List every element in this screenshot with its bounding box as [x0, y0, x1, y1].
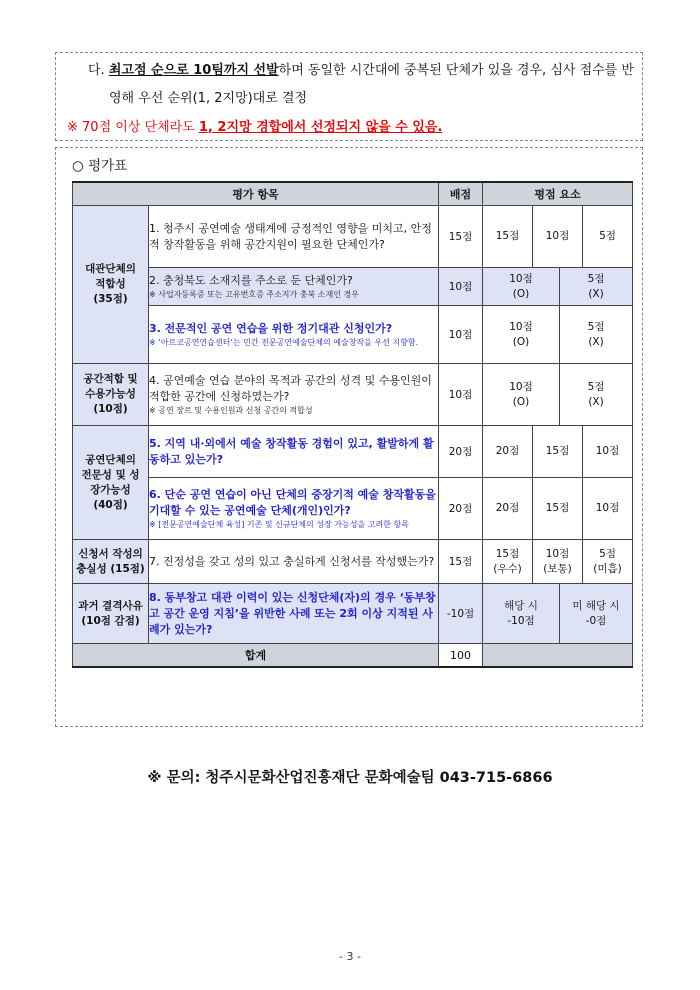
row-6-score-b: 15점	[533, 478, 583, 540]
row-1-score-b: 10점	[533, 206, 583, 268]
row-5-score-b: 15점	[533, 426, 583, 478]
row-6-points: 20점	[439, 478, 483, 540]
category-3: 공연단체의 전문성 및 성장가능성 (40점)	[73, 426, 149, 540]
evaluation-table	[72, 181, 633, 668]
total-row	[73, 644, 633, 668]
evaluation-box	[55, 147, 643, 727]
row-4-score-no: 5점 (X)	[560, 364, 633, 426]
row-1-item: 1. 청주시 공연예술 생태계에 긍정적인 영향을 미치고, 안정적 창작활동을 위해 공간지원이 필요한 단체인가?	[149, 206, 439, 268]
notice-line-2: 영해 우선 순위(1, 2지망)대로 결정	[109, 91, 308, 106]
total-value: 100	[439, 644, 483, 668]
table-row	[73, 306, 633, 364]
category-5: 과거 결격사유 (10점 감점)	[73, 584, 149, 644]
row-8-applicable: 해당 시 -10점	[483, 584, 560, 644]
table-row	[73, 540, 633, 584]
row-7-score-a: 15점 (우수)	[483, 540, 533, 584]
row-1-points: 15점	[439, 206, 483, 268]
category-4: 신청서 작성의 충실성 (15점)	[73, 540, 149, 584]
row-5-item: 5. 지역 내·외에서 예술 창작활동 경험이 있고, 활발하게 활동하고 있는가?	[149, 426, 439, 478]
row-3-score-yes: 10점 (O)	[483, 306, 560, 364]
row-6-item: 6. 단순 공연 연습이 아닌 단체의 중장기적 예술 창작활동을 기대할 수 있는 공연예술 단체(개인)인가? ※ [전문공연예술단체 육성] 기존 및 신규단체의 성장 가능성을 고려한 항목	[149, 478, 439, 540]
row-2-item: 2. 충청북도 소재지를 주소로 둔 단체인가? ※ 사업자등록증 또는 고유번호증 주소지가 충북 소재인 경우	[149, 268, 439, 306]
category-1: 대관단체의 적합성 (35점)	[73, 206, 149, 364]
notice-line-1: 다. 최고점 순으로 10팀까지 선발하며 동일한 시간대에 중복된 단체가 있을 경우, 심사 점수를 반	[88, 63, 634, 78]
table-row	[73, 364, 633, 426]
row-3-points: 10점	[439, 306, 483, 364]
table-row	[73, 268, 633, 306]
row-5-points: 20점	[439, 426, 483, 478]
row-8-item: 8. 동부창고 대관 이력이 있는 신청단체(자)의 경우 ‘동부창고 공간 운영 지침’을 위반한 사례 또는 2회 이상 지적된 사례가 있는가?	[149, 584, 439, 644]
header-criteria: 평점 요소	[483, 182, 633, 206]
row-7-score-b: 10점 (보통)	[533, 540, 583, 584]
row-8-points: -10점	[439, 584, 483, 644]
table-row	[73, 206, 633, 268]
table-row	[73, 584, 633, 644]
row-4-score-yes: 10점 (O)	[483, 364, 560, 426]
total-empty	[483, 644, 633, 668]
row-5-score-a: 20점	[483, 426, 533, 478]
header-item: 평가 항목	[73, 182, 439, 206]
row-6-score-c: 10점	[583, 478, 633, 540]
table-row	[73, 426, 633, 478]
row-1-score-c: 5점	[583, 206, 633, 268]
total-label: 합계	[73, 644, 439, 668]
page-number: - 3 -	[339, 950, 361, 963]
row-8-not-applicable: 미 해당 시 -0점	[560, 584, 633, 644]
notice-warning: ※ 70점 이상 단체라도 1, 2지망 경합에서 선정되지 않을 수 있음.	[67, 120, 443, 135]
table-row	[73, 478, 633, 540]
row-1-score-a: 15점	[483, 206, 533, 268]
row-7-score-c: 5점 (미흡)	[583, 540, 633, 584]
row-7-points: 15점	[439, 540, 483, 584]
row-6-score-a: 20점	[483, 478, 533, 540]
header-points: 배점	[439, 182, 483, 206]
notice-highlight: 최고점 순으로 10팀까지 선발	[108, 63, 279, 78]
row-4-points: 10점	[439, 364, 483, 426]
row-2-score-no: 5점 (X)	[560, 268, 633, 306]
row-2-score-yes: 10점 (O)	[483, 268, 560, 306]
row-3-item: 3. 전문적인 공연 연습을 위한 정기대관 신청인가? ※ ‘아르코공연연습센터’는 민간 전문공연예술단체의 예술창작을 우선 지향함.	[149, 306, 439, 364]
row-2-points: 10점	[439, 268, 483, 306]
evaluation-title: ○ 평가표	[72, 158, 128, 174]
row-5-score-c: 10점	[583, 426, 633, 478]
category-2: 공간적합 및 수용가능성 (10점)	[73, 364, 149, 426]
row-3-score-no: 5점 (X)	[560, 306, 633, 364]
table-header-row	[73, 182, 633, 206]
row-4-item: 4. 공연예술 연습 분야의 목적과 공간의 성격 및 수용인원이 적합한 공간에 신청하였는가? ※ 공연 장르 및 수용인원과 신청 공간의 적합성	[149, 364, 439, 426]
contact-info: ※ 문의: 청주시문화산업진흥재단 문화예술팀 043-715-6866	[147, 770, 553, 786]
row-7-item: 7. 진정성을 갖고 성의 있고 충실하게 신청서를 작성했는가?	[149, 540, 439, 584]
selection-notice-box	[55, 52, 643, 141]
